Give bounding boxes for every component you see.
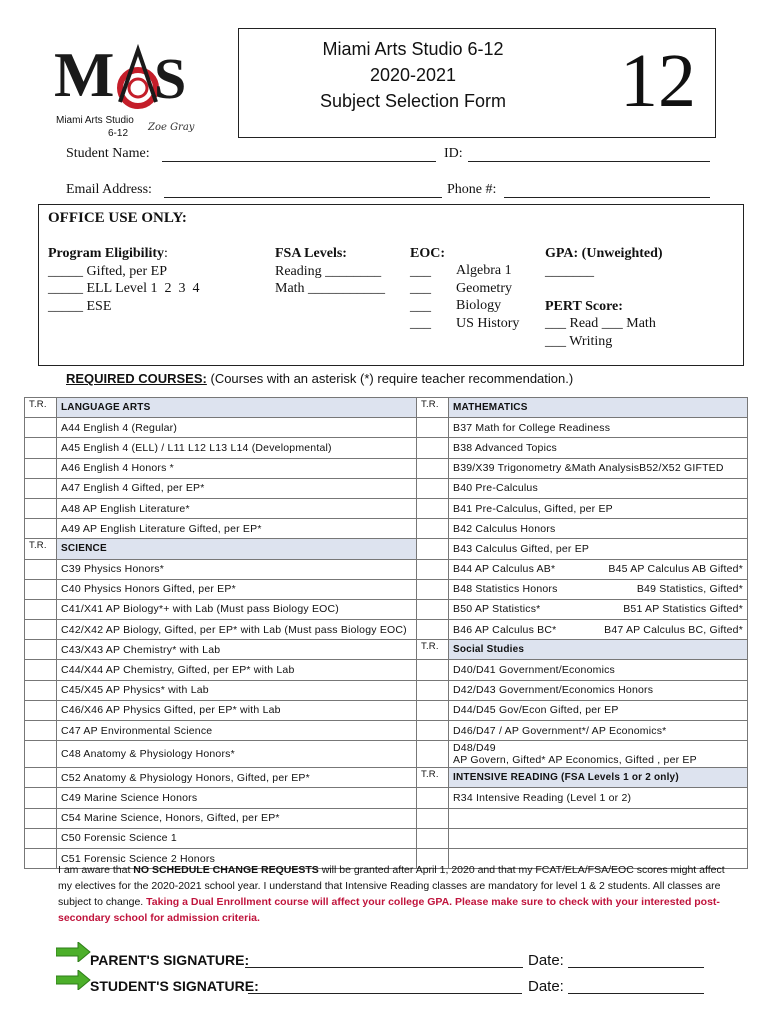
course-item: B43 Calculus Gifted, per EP xyxy=(449,539,748,559)
course-item: B50 AP Statistics* xyxy=(453,603,541,616)
course-item: C40 Physics Honors Gifted, per EP* xyxy=(57,579,417,599)
tr-cell[interactable] xyxy=(25,640,57,660)
table-row xyxy=(25,741,748,768)
tr-cell[interactable] xyxy=(25,768,57,788)
table-row xyxy=(25,680,748,700)
email-field[interactable] xyxy=(164,197,442,198)
fsa-levels xyxy=(275,245,385,298)
tr-cell[interactable] xyxy=(25,438,57,458)
tr-cell[interactable]: T.R. xyxy=(25,539,57,559)
tr-cell[interactable] xyxy=(25,579,57,599)
required-courses-note xyxy=(66,371,573,386)
parent-signature-field[interactable] xyxy=(245,967,523,968)
course-item xyxy=(449,741,748,768)
student-signature-field[interactable] xyxy=(248,993,522,994)
course-title: AP Govern, Gifted* AP Economics, Gifted , per EP xyxy=(453,754,697,767)
student-signature-label: STUDENT'S SIGNATURE: xyxy=(90,978,259,994)
tr-cell[interactable] xyxy=(417,519,449,539)
tr-cell[interactable] xyxy=(25,700,57,720)
course-item: B37 Math for College Readiness xyxy=(449,418,748,438)
eoc-subject: Geometry xyxy=(456,280,512,296)
course-item: A46 English 4 Honors * xyxy=(57,458,417,478)
eoc-section xyxy=(410,245,445,333)
logo-school-name: Miami Arts Studio xyxy=(56,115,134,126)
course-item: B41 Pre-Calculus, Gifted, per EP xyxy=(449,498,748,518)
tr-cell[interactable]: T.R. xyxy=(25,398,57,418)
course-item: B49 Statistics, Gifted* xyxy=(636,583,743,596)
student-date-field[interactable] xyxy=(568,993,704,994)
course-item: C47 AP Environmental Science xyxy=(57,721,417,741)
tr-cell[interactable]: T.R. xyxy=(417,398,449,418)
email-label: Email Address: xyxy=(66,182,152,197)
tr-cell[interactable] xyxy=(25,741,57,768)
course-item: B51 AP Statistics Gifted* xyxy=(623,603,743,616)
tr-cell[interactable] xyxy=(417,788,449,808)
id-label: ID: xyxy=(444,146,463,161)
course-item: C54 Marine Science, Honors, Gifted, per EP* xyxy=(57,808,417,828)
dual-enrollment-warning: Taking a Dual Enrollment course will affect your college GPA. Please make sure to check with your interested post-secondary school for admission criteria. xyxy=(58,896,720,924)
course-item: B48 Statistics Honors xyxy=(453,583,558,596)
course-item: B46 AP Calculus BC* xyxy=(453,623,557,636)
notice-text: I am aware that xyxy=(58,864,134,876)
table-row xyxy=(25,640,748,660)
tr-cell[interactable] xyxy=(25,848,57,868)
course-item: B42 Calculus Honors xyxy=(449,519,748,539)
course-item: C46/X46 AP Physics Gifted, per EP* with Lab xyxy=(57,700,417,720)
student-name-field[interactable] xyxy=(162,161,436,162)
tr-cell[interactable] xyxy=(25,458,57,478)
table-row xyxy=(25,620,748,640)
tr-cell[interactable] xyxy=(417,579,449,599)
empty-cell xyxy=(449,828,748,848)
tr-cell[interactable] xyxy=(25,519,57,539)
tr-cell[interactable] xyxy=(417,438,449,458)
tr-cell[interactable] xyxy=(417,539,449,559)
course-pair xyxy=(449,620,748,640)
course-item: B47 AP Calculus BC, Gifted* xyxy=(604,623,743,636)
id-field[interactable] xyxy=(468,161,710,162)
section-heading: MATHEMATICS xyxy=(449,398,748,418)
course-item: C41/X41 AP Biology*+ with Lab (Must pass Biology EOC) xyxy=(57,599,417,619)
pert-heading: PERT Score: xyxy=(545,298,623,314)
course-item: D40/D41 Government/Economics xyxy=(449,660,748,680)
tr-cell[interactable] xyxy=(25,620,57,640)
eoc-subject: Biology xyxy=(456,298,502,313)
required-label: REQUIRED COURSES: xyxy=(66,371,207,386)
course-item: B45 AP Calculus AB Gifted* xyxy=(608,563,743,576)
course-item: A45 English 4 (ELL) / L11 L12 L13 L14 (Developmental) xyxy=(57,438,417,458)
course-item: A47 English 4 Gifted, per EP* xyxy=(57,478,417,498)
arrow-right-icon xyxy=(56,942,92,962)
tr-cell[interactable] xyxy=(417,680,449,700)
section-heading: Social Studies xyxy=(449,640,748,660)
table-row xyxy=(25,398,748,418)
gpa-heading: GPA: (Unweighted) xyxy=(545,246,663,261)
tr-cell[interactable] xyxy=(25,660,57,680)
tr-cell[interactable] xyxy=(417,559,449,579)
course-item: A49 AP English Literature Gifted, per EP* xyxy=(57,519,417,539)
table-row xyxy=(25,768,748,788)
tr-cell[interactable] xyxy=(25,788,57,808)
table-row xyxy=(25,418,748,438)
gpa-blank: _______ xyxy=(545,263,594,279)
course-item: C39 Physics Honors* xyxy=(57,559,417,579)
tr-cell[interactable] xyxy=(25,680,57,700)
tr-cell[interactable]: T.R. xyxy=(417,768,449,788)
phone-label: Phone #: xyxy=(447,182,497,197)
table-row xyxy=(25,579,748,599)
course-item: B40 Pre-Calculus xyxy=(449,478,748,498)
parent-date-label: Date: xyxy=(528,952,564,969)
course-item: B38 Advanced Topics xyxy=(449,438,748,458)
tr-cell[interactable] xyxy=(417,808,449,828)
phone-field[interactable] xyxy=(504,197,710,198)
course-item: C48 Anatomy & Physiology Honors* xyxy=(57,741,417,768)
title-line-form: Subject Selection Form xyxy=(319,91,507,111)
course-item: B44 AP Calculus AB* xyxy=(453,563,556,576)
tr-cell[interactable] xyxy=(25,418,57,438)
course-item: A44 English 4 (Regular) xyxy=(57,418,417,438)
student-date-label: Date: xyxy=(528,978,564,995)
office-use-title: OFFICE USE ONLY: xyxy=(48,210,187,226)
school-logo xyxy=(52,30,202,148)
eoc-blank: ___ xyxy=(410,263,431,279)
svg-text:M: M xyxy=(54,39,115,110)
table-row xyxy=(25,458,748,478)
course-pair xyxy=(449,599,748,619)
tr-cell[interactable] xyxy=(25,808,57,828)
eoc-blank: ___ xyxy=(410,316,431,331)
tr-cell[interactable] xyxy=(25,599,57,619)
program-line: _____ ELL Level 1 2 3 4 xyxy=(48,281,200,296)
eoc-subjects xyxy=(456,262,519,332)
schedule-notice xyxy=(58,862,738,926)
form-title xyxy=(238,36,588,114)
tr-cell[interactable] xyxy=(417,498,449,518)
eoc-subject: Algebra 1 xyxy=(456,263,512,278)
table-row xyxy=(25,559,748,579)
table-row xyxy=(25,828,748,848)
tr-cell[interactable] xyxy=(25,721,57,741)
required-note: (Courses with an asterisk (*) require teacher recommendation.) xyxy=(210,371,574,386)
course-item: C50 Forensic Science 1 xyxy=(57,828,417,848)
title-line-year: 2020-2021 xyxy=(369,65,457,85)
course-pair xyxy=(449,559,748,579)
eoc-blank: ___ xyxy=(410,281,431,296)
tr-cell[interactable] xyxy=(417,721,449,741)
section-heading: LANGUAGE ARTS xyxy=(57,398,417,418)
table-row xyxy=(25,539,748,559)
table-row xyxy=(25,788,748,808)
course-table xyxy=(24,397,748,869)
section-heading: INTENSIVE READING (FSA Levels 1 or 2 only) xyxy=(449,768,748,788)
tr-cell[interactable] xyxy=(25,478,57,498)
table-row xyxy=(25,478,748,498)
tr-cell[interactable] xyxy=(417,458,449,478)
tr-cell[interactable] xyxy=(417,741,449,768)
tr-cell[interactable] xyxy=(417,418,449,438)
table-row xyxy=(25,660,748,680)
eoc-blank: ___ xyxy=(410,298,431,314)
tr-cell[interactable] xyxy=(417,599,449,619)
title-line-school: Miami Arts Studio 6-12 xyxy=(322,39,504,59)
course-code: D48/D49 xyxy=(453,742,496,755)
course-item: B39/X39 Trigonometry &Math AnalysisB52/X52 GIFTED xyxy=(449,458,748,478)
fsa-line: Math ___________ xyxy=(275,281,386,296)
arrow-right-icon xyxy=(56,970,92,990)
tr-cell[interactable] xyxy=(417,478,449,498)
program-line: _____ Gifted, per EP xyxy=(48,263,167,279)
logo-signature: Zoe Gray xyxy=(148,122,195,133)
tr-cell[interactable] xyxy=(417,660,449,680)
pert-line: ___ Writing xyxy=(545,333,613,349)
course-item: C49 Marine Science Honors xyxy=(57,788,417,808)
program-line: _____ ESE xyxy=(48,298,112,314)
svg-text:S: S xyxy=(154,46,187,111)
tr-cell[interactable] xyxy=(417,700,449,720)
notice-bold: NO SCHEDULE CHANGE REQUESTS xyxy=(133,864,319,876)
pert-line: ___ Read ___ Math xyxy=(545,316,656,331)
eoc-subject: US History xyxy=(456,315,520,331)
empty-cell xyxy=(449,808,748,828)
tr-cell[interactable] xyxy=(25,828,57,848)
course-item: C45/X45 AP Physics* with Lab xyxy=(57,680,417,700)
course-item: D46/D47 / AP Government*/ AP Economics* xyxy=(449,721,748,741)
student-name-label: Student Name: xyxy=(66,146,150,161)
course-item: A48 AP English Literature* xyxy=(57,498,417,518)
tr-cell[interactable] xyxy=(25,498,57,518)
course-item: D44/D45 Gov/Econ Gifted, per EP xyxy=(449,700,748,720)
course-item: D42/D43 Government/Economics Honors xyxy=(449,680,748,700)
logo-grades: 6-12 xyxy=(108,128,129,139)
table-row xyxy=(25,700,748,720)
course-item: R34 Intensive Reading (Level 1 or 2) xyxy=(449,788,748,808)
course-item: C51 Forensic Science 2 Honors xyxy=(57,848,417,868)
gpa-pert xyxy=(545,245,663,350)
table-row xyxy=(25,808,748,828)
table-row xyxy=(25,721,748,741)
course-item: C42/X42 AP Biology, Gifted, per EP* with Lab (Must pass Biology EOC) xyxy=(57,620,417,640)
section-heading: SCIENCE xyxy=(57,539,417,559)
tr-cell[interactable]: T.R. xyxy=(417,640,449,660)
course-pair xyxy=(449,579,748,599)
course-item: C44/X44 AP Chemistry, Gifted, per EP* with Lab xyxy=(57,660,417,680)
table-row xyxy=(25,599,748,619)
tr-cell[interactable] xyxy=(25,559,57,579)
notice-text: will be granted after April 1, 2020 and that my FCAT/ELA/FSA/EOC scores might affect my electives for the 2020-2021 school year. I understand that Intensive Reading classes are mandatory for level 1 & 2 students. xyxy=(58,864,725,892)
eoc-heading: EOC: xyxy=(410,246,445,261)
table-row xyxy=(25,519,748,539)
course-item: C52 Anatomy & Physiology Honors, Gifted, per EP* xyxy=(57,768,417,788)
tr-cell[interactable] xyxy=(417,828,449,848)
program-eligibility: Program Eligibility: _____ Gifted, per EP _____ ELL Level 1 2 3 4 _____ ESE xyxy=(48,246,200,314)
parent-date-field[interactable] xyxy=(568,967,704,968)
fsa-heading: FSA Levels: xyxy=(275,246,347,261)
parent-signature-label: PARENT'S SIGNATURE: xyxy=(90,952,250,968)
course-item: C43/X43 AP Chemistry* with Lab xyxy=(57,640,417,660)
fsa-line: Reading ________ xyxy=(275,263,382,279)
grade-number: 12 xyxy=(620,39,696,123)
notice-text: All classes are subject to change. xyxy=(58,880,721,908)
table-row xyxy=(25,438,748,458)
program-heading: Program Eligibility xyxy=(48,246,165,261)
table-row xyxy=(25,498,748,518)
tr-cell[interactable] xyxy=(417,620,449,640)
